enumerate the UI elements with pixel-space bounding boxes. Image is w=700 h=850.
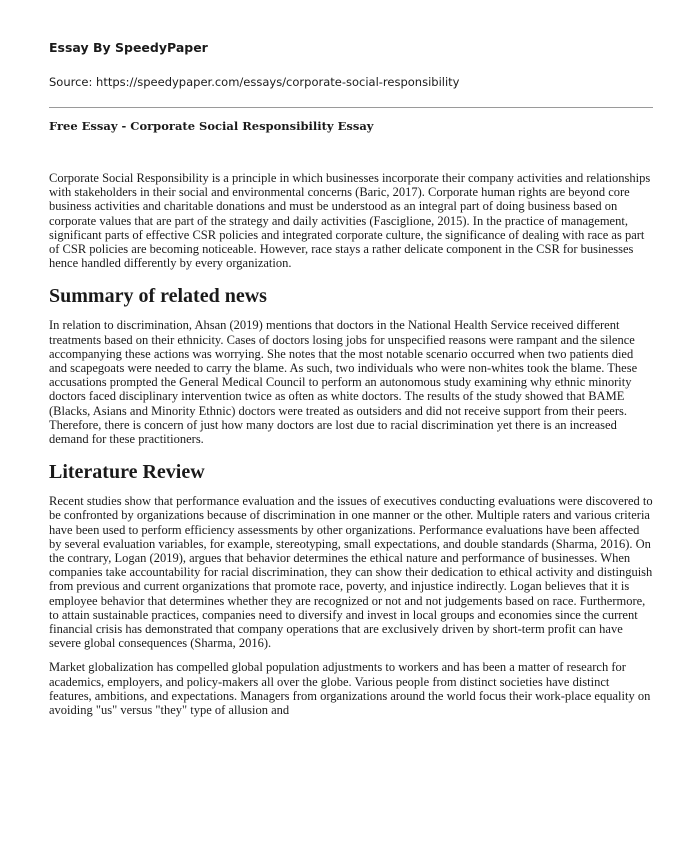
source-line: Source: https://speedypaper.com/essays/corporate-social-responsibility — [49, 75, 460, 89]
section-heading-summary: Summary of related news — [49, 285, 267, 308]
summary-paragraph: In relation to discrimination, Ahsan (2019) mentions that doctors in the National Health Service received different treatments based on their ethnicity. Cases of doctors losing jobs for unspecified reasons were rampant and the silence accompanying these actions was worrying. She notes that the most notable scenario occurred when two patients died and scapegoats were needed to carry the blame. As such, two individuals who were non-whites took the blame. These accusations prompted the General Medical Council to perform an autonomous study examining why ethnic minority doctors faced disciplinary intervention twice as often as white doctors. The results of the study showed that BAME (Blacks, Asians and Minority Ethnic) doctors were treated as outsiders and did not receive support from their peers. Therefore, there is concern of just how many doctors are lost due to racial discrimination yet there is an increased demand for these practitioners. — [49, 318, 638, 447]
header-divider — [49, 107, 653, 108]
literature-paragraph-2: Market globalization has compelled global population adjustments to workers and has been a matter of research for academics, employers, and policy-makers all over the globe. Various people from distinct societies have distinct features, ambitions, and expectations. Managers from organizations around the world focus their work-place equality on avoiding "us" versus "they" type of allusion and — [49, 660, 651, 718]
section-heading-literature-review: Literature Review — [49, 461, 205, 484]
brand-title: Essay By SpeedyPaper — [49, 40, 208, 55]
document-page — [49, 40, 653, 717]
essay-title: Free Essay - Corporate Social Responsibility Essay — [49, 119, 374, 133]
literature-paragraph-1: Recent studies show that performance evaluation and the issues of executives conducting evaluations were discovered to be confronted by organizations because of discrimination in one manner or the other. Multiple raters and various criteria have been used to perform efficiency assessments by other organizations. Performance evaluations have been affected by several evaluation variables, for example, stereotyping, small expectations, and double standards (Sharma, 2016). On the contrary, Logan (2019), argues that behavior determines the ethical nature and performance of businesses. When companies take accountability for racial discrimination, they can show their dedication to ethical activity and distinguish from previous and current organizations that promote race, poverty, and injustice indirectly. Logan believes that it is employee behavior that determines whether they are recognized or not and not judgements based on race. Furthermore, to attain sustainable practices, companies need to diversify and invest in local groups and economies since the current financial crisis has demonstrated that company operations that are exclusively driven by short-term profit can have severe global consequences (Sharma, 2016). — [49, 494, 653, 651]
intro-paragraph: Corporate Social Responsibility is a principle in which businesses incorporate their company activities and relationships with stakeholders in their social and environmental concerns (Baric, 2017). Corporate human rights are beyond core business activities and charitable donations and must be understood as an integral part of doing business based on corporate values that are part of the strategy and daily activities (Fasciglione, 2015). In the practice of management, significant parts of effective CSR policies and integrated corporate culture, the significance of dealing with race as part of CSR policies are becoming noticeable. However, race stays a rather delicate component in the CSR for businesses hence handled differently by every organization. — [49, 171, 651, 271]
